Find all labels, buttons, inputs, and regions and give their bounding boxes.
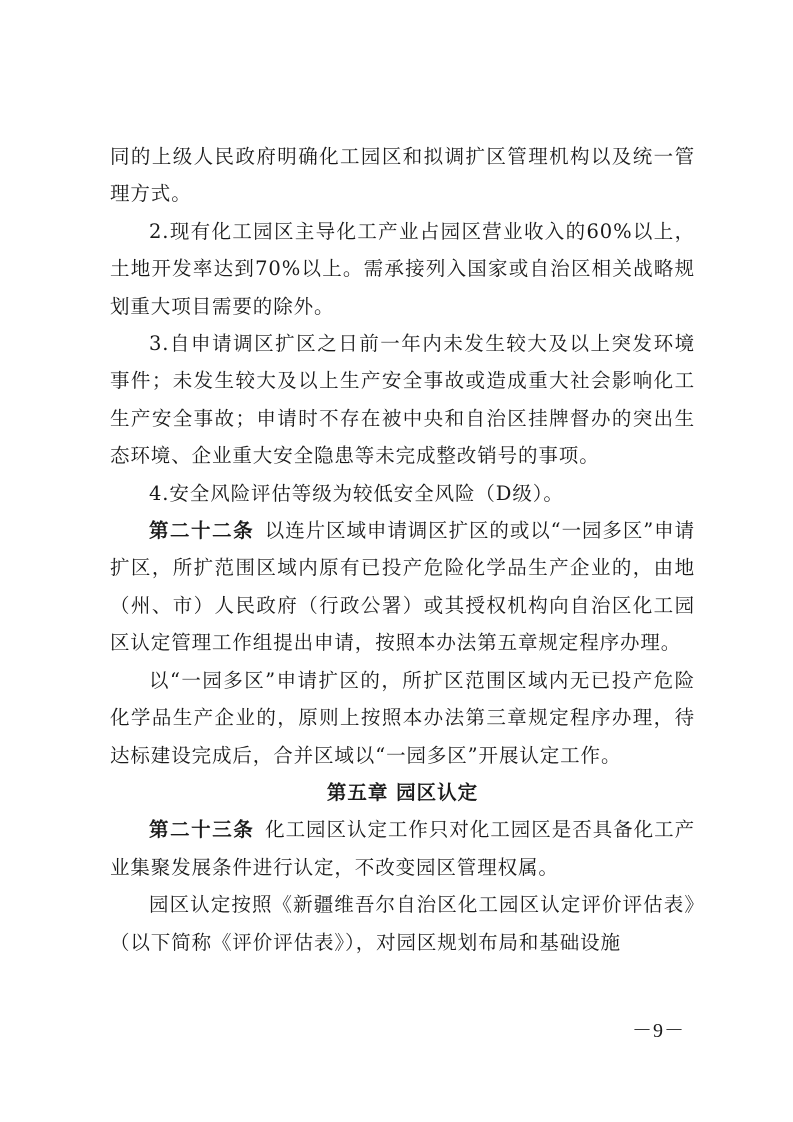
document-body	[110, 138, 695, 961]
paragraph-continuation: 同的上级人民政府明确化工园区和拟调扩区管理机构以及统一管理方式。	[110, 145, 695, 206]
page-number: －9－	[632, 1020, 685, 1042]
paragraph-item-4: 4.安全风险评估等级为较低安全风险（D级）。	[149, 481, 564, 505]
paragraph-item-3: 3.自申请调区扩区之日前一年内未发生较大及以上突发环境事件；未发生较大及以上生产安全事故或造成重大社会影响化工生产安全事故；申请时不存在被中央和自治区挂牌督办的突出生态环境、企业重大安全隐患等未完成整改销号的事项。	[110, 332, 695, 468]
article-22-number: 第二十二条	[149, 519, 255, 543]
article-22-text: 以连片区域申请调区扩区的或以“一园多区”申请扩区，所扩范围区域内原有已投产危险化学品生产企业的，由地（州、市）人民政府（行政公署）或其授权机构向自治区化工园区认定管理工作组提出申请，按照本办法第五章规定程序办理。	[110, 519, 695, 655]
article-22	[110, 512, 695, 662]
article-23-number: 第二十三条	[149, 818, 255, 842]
paragraph-article-23-cont: 园区认定按照《新疆维吾尔自治区化工园区认定评价评估表》（以下简称《评价评估表》），对园区规划布局和基础设施	[110, 893, 695, 954]
paragraph-article-22-cont: 以“一园多区”申请扩区的，所扩区范围区域内无已投产危险化学品生产企业的，原则上按照本办法第三章规定程序办理，待达标建设完成后，合并区域以“一园多区”开展认定工作。	[110, 668, 695, 767]
article-23-text: 化工园区认定工作只对化工园区是否具备化工产业集聚发展条件进行认定，不改变园区管理权属。	[110, 818, 695, 879]
article-23	[110, 811, 695, 886]
chapter-heading: 第五章 园区认定	[326, 780, 479, 804]
paragraph-item-2: 2.现有化工园区主导化工产业占园区营业收入的60%以上，土地开发率达到70%以上。需承接列入国家或自治区相关战略规划重大项目需要的除外。	[110, 219, 695, 318]
